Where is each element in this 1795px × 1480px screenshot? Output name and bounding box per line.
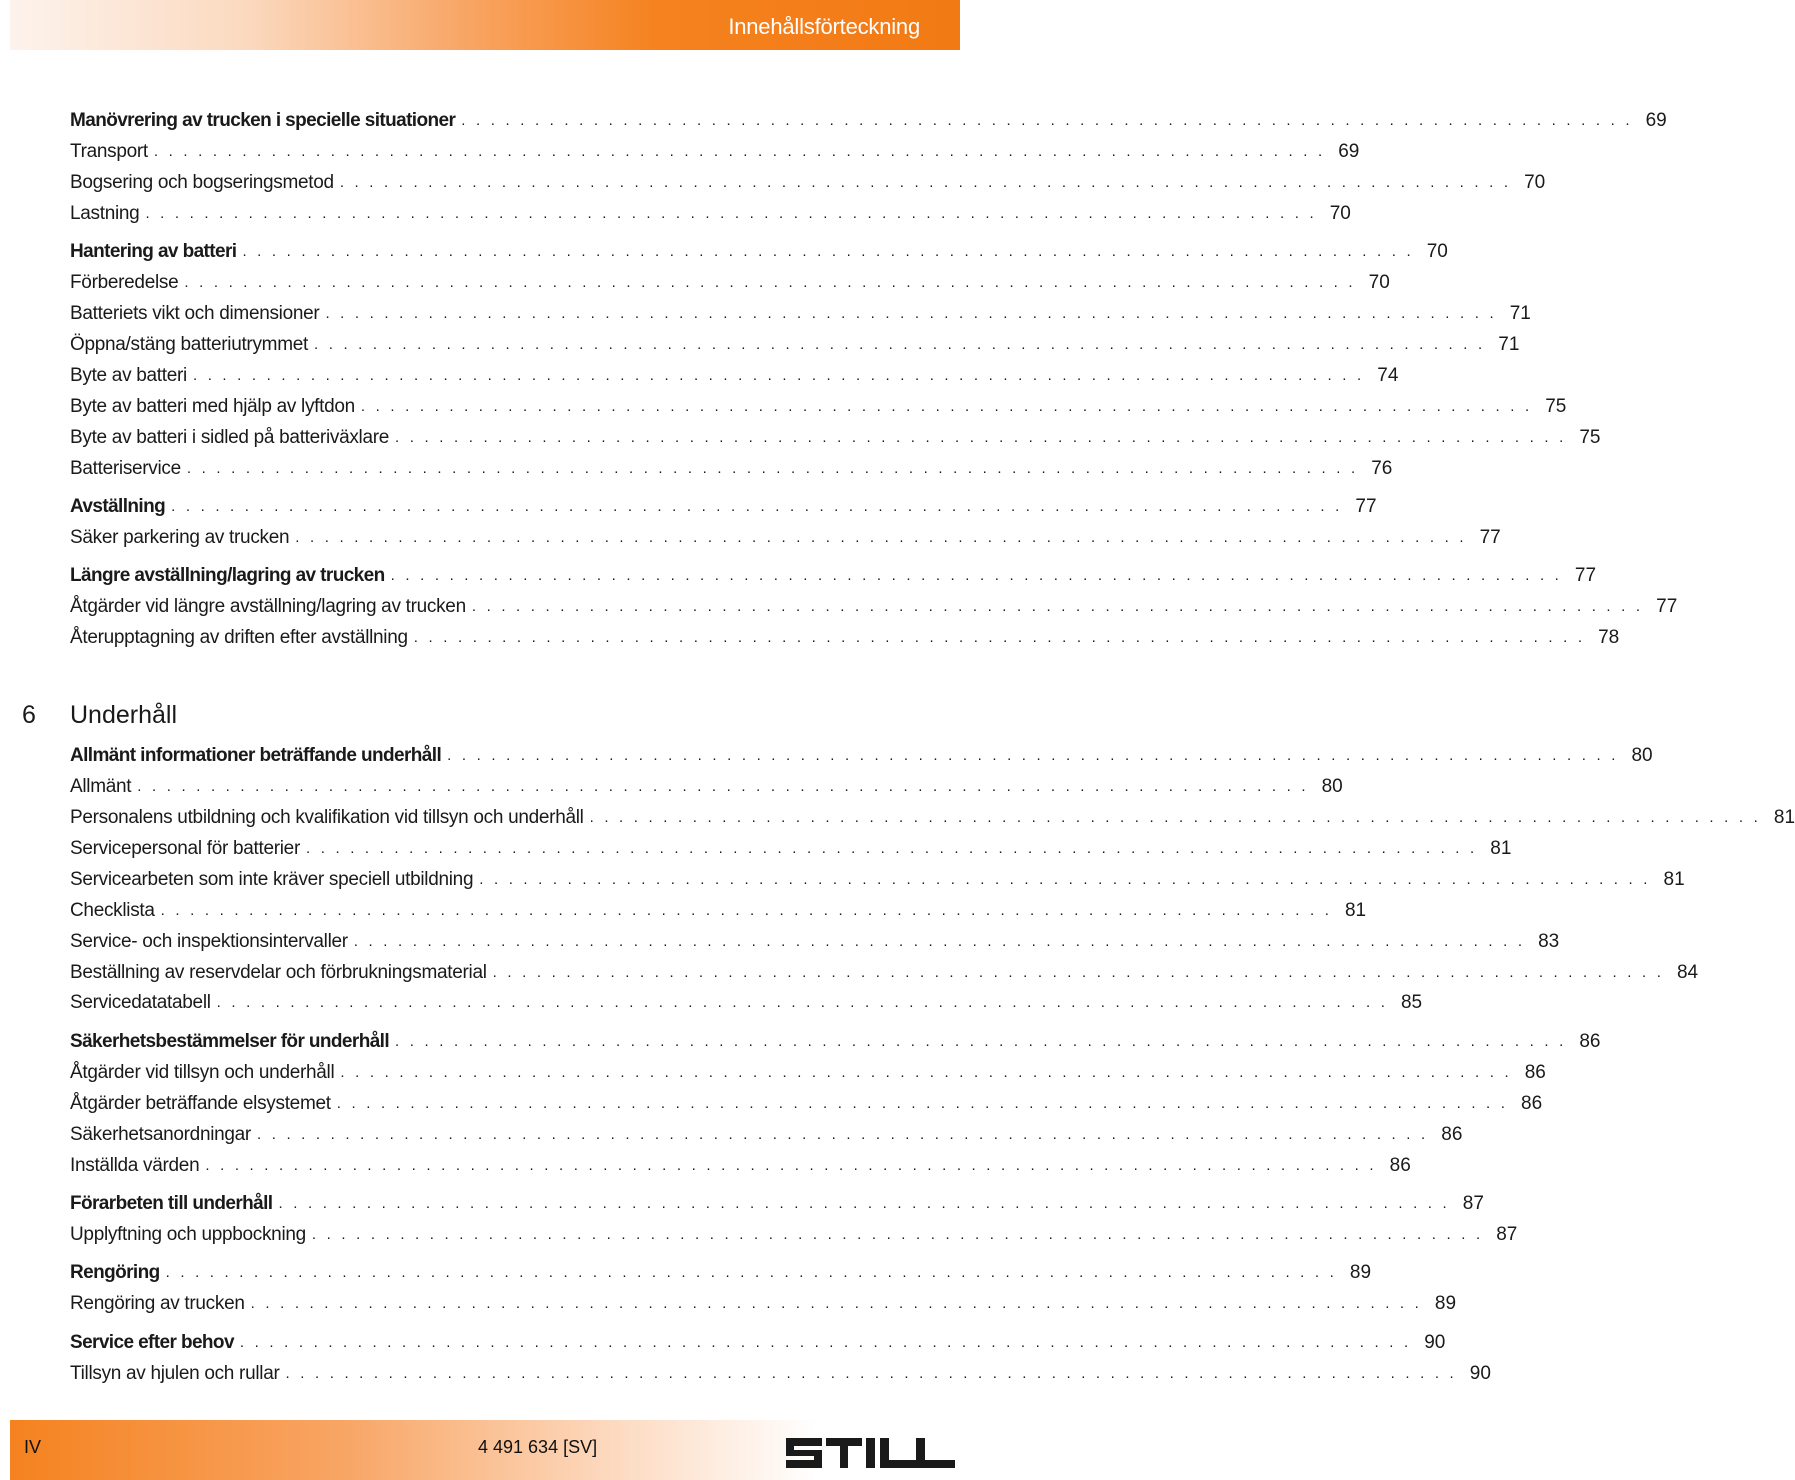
toc-leader-dots: . . . . . . . . . . . . . . . . . . . . . . . . . . . . . . . . . . . . . . . . . . . . . . . . . . . . . . . . . . . . . . . . . . . . . . . . . . . . . . . . <box>395 429 1567 446</box>
toc-leader-dots: . . . . . . . . . . . . . . . . . . . . . . . . . . . . . . . . . . . . . . . . . . . . . . . . . . . . . . . . . . . . . . . . . . . . . . . . . . . . . . . . <box>165 1264 1338 1281</box>
toc-entry-page: 70 <box>1329 203 1351 224</box>
toc-leader-dots: . . . . . . . . . . . . . . . . . . . . . . . . . . . . . . . . . . . . . . . . . . . . . . . . . . . . . . . . . . . . . . . . . . . . . . . . . . . . . . . . <box>471 598 1644 615</box>
toc-entry[interactable] <box>70 1120 1463 1146</box>
toc-entry-page: 71 <box>1498 334 1520 355</box>
toc-entry-label: Längre avställning/lagring av trucken <box>70 565 385 586</box>
toc-entry-label: Manövrering av trucken i specielle situationer <box>70 110 456 131</box>
logo-text: STILL <box>784 1430 787 1431</box>
toc-leader-dots: . . . . . . . . . . . . . . . . . . . . . . . . . . . . . . . . . . . . . . . . . . . . . . . . . . . . . . . . . . . . . . . . . . . . . . . . . . . . . . . . <box>278 1195 1450 1212</box>
toc-entry[interactable] <box>70 1058 1546 1084</box>
toc-entry-page: 78 <box>1598 627 1620 648</box>
toc-entry-label: Bogsering och bogseringsmetod <box>70 172 334 193</box>
chapter-heading <box>22 700 422 730</box>
toc-entry-page: 71 <box>1509 303 1531 324</box>
toc-entry-page: 77 <box>1479 527 1501 548</box>
toc-entry-label: Lastning <box>70 203 140 224</box>
toc-leader-dots: . . . . . . . . . . . . . . . . . . . . . . . . . . . . . . . . . . . . . . . . . . . . . . . . . . . . . . . . . . . . . . . . . . . . . . . . . . . . . . . . <box>285 1365 1457 1382</box>
toc-entry-page: 89 <box>1349 1262 1372 1283</box>
toc-entry[interactable] <box>70 1359 1491 1385</box>
toc-entry-page: 81 <box>1344 900 1367 921</box>
toc-entry-label: Checklista <box>70 900 155 921</box>
toc-leader-dots: . . . . . . . . . . . . . . . . . . . . . . . . . . . . . . . . . . . . . . . . . . . . . . . . . . . . . . . . . . . . . . . . . . . . . . . . . . . . . . . . <box>250 1295 1423 1312</box>
toc-entry-page: 87 <box>1496 1224 1518 1245</box>
toc-entry-label: Förarbeten till underhåll <box>70 1193 273 1214</box>
toc-leader-dots: . . . . . . . . . . . . . . . . . . . . . . . . . . . . . . . . . . . . . . . . . . . . . . . . . . . . . . . . . . . . . . . . . . . . . . . . . . . . . . . . <box>305 840 1478 857</box>
toc-entry[interactable] <box>70 834 1512 860</box>
page-title: Innehållsförteckning <box>728 14 920 39</box>
toc-leader-dots: . . . . . . . . . . . . . . . . . . . . . . . . . . . . . . . . . . . . . . . . . . . . . . . . . . . . . . . . . . . . . . . . . . . . . . . . . . . . . . . . <box>461 112 1633 129</box>
toc-entry-page: 89 <box>1434 1293 1457 1314</box>
toc-entry-page: 90 <box>1424 1332 1446 1353</box>
toc-entry[interactable] <box>70 1089 1543 1115</box>
toc-entry[interactable] <box>70 803 1795 829</box>
toc-entry-page: 77 <box>1574 565 1597 586</box>
toc-leader-dots: . . . . . . . . . . . . . . . . . . . . . . . . . . . . . . . . . . . . . . . . . . . . . . . . . . . . . . . . . . . . . . . . . . . . . . . . . . . . . . . . <box>311 1226 1484 1243</box>
toc-entry-label: Inställda värden <box>70 1155 200 1176</box>
toc-leader-dots: . . . . . . . . . . . . . . . . . . . . . . . . . . . . . . . . . . . . . . . . . . . . . . . . . . . . . . . . . . . . . . . . . . . . . . . . . . . . . . . . <box>413 629 1586 646</box>
toc-entry-label: Säker parkering av trucken <box>70 527 290 548</box>
toc-entry[interactable] <box>70 772 1343 798</box>
toc-leader-dots: . . . . . . . . . . . . . . . . . . . . . . . . . . . . . . . . . . . . . . . . . . . . . . . . . . . . . . . . . . . . . . . . . . . . . . . . . . . . . . . . <box>256 1126 1429 1143</box>
toc-entry-page: 81 <box>1773 807 1795 828</box>
toc-entry-label: Byte av batteri <box>70 365 187 386</box>
toc-leader-dots: . . . . . . . . . . . . . . . . . . . . . . . . . . . . . . . . . . . . . . . . . . . . . . . . . . . . . . . . . . . . . . . . . . . . . . . . . . . . . . . . <box>186 460 1359 477</box>
footer-doc-number: 4 491 634 [SV] <box>478 1437 598 1457</box>
toc-entry[interactable] <box>70 927 1560 953</box>
toc-entry-label: Service efter behov <box>70 1332 234 1353</box>
toc-entry[interactable] <box>70 361 1399 387</box>
toc-entry-page: 77 <box>1355 496 1377 517</box>
toc-entry-label: Hantering av batteri <box>70 241 237 262</box>
toc-entry-label: Öppna/stäng batteriutrymmet <box>70 334 308 355</box>
toc-entry-page: 70 <box>1426 241 1448 262</box>
toc-entry-label: Servicearbeten som inte kräver speciell utbildning <box>70 869 474 890</box>
toc-entry-page: 76 <box>1371 458 1393 479</box>
toc-entry-label: Upplyftning och uppbockning <box>70 1224 306 1245</box>
chapter-title: Underhåll <box>70 701 178 729</box>
toc-entry[interactable] <box>70 423 1601 449</box>
toc-leader-dots: . . . . . . . . . . . . . . . . . . . . . . . . . . . . . . . . . . . . . . . . . . . . . . . . . . . . . . . . . . . . . . . . . . . . . . . . . . . . . . . . <box>184 274 1356 291</box>
toc-entry-page: 90 <box>1469 1363 1491 1384</box>
toc-entry[interactable] <box>70 492 1377 518</box>
toc-entry[interactable] <box>70 454 1393 480</box>
toc-leader-dots: . . . . . . . . . . . . . . . . . . . . . . . . . . . . . . . . . . . . . . . . . . . . . . . . . . . . . . . . . . . . . . . . . . . . . . . . . . . . . . . . <box>353 933 1526 950</box>
toc-entry[interactable] <box>70 988 1423 1014</box>
toc-leader-dots: . . . . . . . . . . . . . . . . . . . . . . . . . . . . . . . . . . . . . . . . . . . . . . . . . . . . . . . . . . . . . . . . . . . . . . . . . . . . . . . . <box>145 205 1317 222</box>
toc-entry-page: 81 <box>1490 838 1512 859</box>
toc-entry[interactable] <box>70 958 1699 984</box>
toc-entry-label: Personalens utbildning och kvalifikation vid tillsyn och underhåll <box>70 807 584 828</box>
toc-entry[interactable] <box>70 623 1620 649</box>
toc-entry-label: Åtgärder beträffande elsystemet <box>70 1093 331 1114</box>
toc-entry[interactable] <box>70 865 1685 891</box>
toc-entry-label: Tillsyn av hjulen och rullar <box>70 1363 280 1384</box>
toc-entry-page: 86 <box>1441 1124 1463 1145</box>
toc-entry[interactable] <box>70 1189 1484 1215</box>
toc-entry-page: 83 <box>1538 931 1560 952</box>
toc-leader-dots: . . . . . . . . . . . . . . . . . . . . . . . . . . . . . . . . . . . . . . . . . . . . . . . . . . . . . . . . . . . . . . . . . . . . . . . . . . . . . . . . <box>153 143 1326 160</box>
toc-entry[interactable] <box>70 1151 1411 1177</box>
toc-entry-page: 69 <box>1645 110 1667 131</box>
toc-entry-page: 86 <box>1389 1155 1411 1176</box>
toc-leader-dots: . . . . . . . . . . . . . . . . . . . . . . . . . . . . . . . . . . . . . . . . . . . . . . . . . . . . . . . . . . . . . . . . . . . . . . . . . . . . . . . . <box>160 902 1333 919</box>
toc-entry-page: 80 <box>1631 745 1653 766</box>
still-logo <box>784 1430 956 1476</box>
toc-entry[interactable] <box>70 1258 1372 1284</box>
toc-entry-page: 70 <box>1524 172 1546 193</box>
toc-entry[interactable] <box>70 168 1546 194</box>
toc-entry-label: Avställning <box>70 496 166 517</box>
toc-entry-label: Rengöring av trucken <box>70 1293 245 1314</box>
toc-entry-page: 75 <box>1579 427 1601 448</box>
toc-entry-page: 85 <box>1400 992 1423 1013</box>
toc-entry-label: Service- och inspektionsintervaller <box>70 931 348 952</box>
toc-entry-page: 77 <box>1656 596 1678 617</box>
toc-leader-dots: . . . . . . . . . . . . . . . . . . . . . . . . . . . . . . . . . . . . . . . . . . . . . . . . . . . . . . . . . . . . . . . . . . . . . . . . . . . . . . . . <box>492 964 1665 981</box>
toc-leader-dots: . . . . . . . . . . . . . . . . . . . . . . . . . . . . . . . . . . . . . . . . . . . . . . . . . . . . . . . . . . . . . . . . . . . . . . . . . . . . . . . . <box>242 243 1414 260</box>
toc-leader-dots: . . . . . . . . . . . . . . . . . . . . . . . . . . . . . . . . . . . . . . . . . . . . . . . . . . . . . . . . . . . . . . . . . . . . . . . . . . . . . . . . <box>339 174 1512 191</box>
toc-leader-dots: . . . . . . . . . . . . . . . . . . . . . . . . . . . . . . . . . . . . . . . . . . . . . . . . . . . . . . . . . . . . . . . . . . . . . . . . . . . . . . . . <box>589 809 1762 826</box>
toc-leader-dots: . . . . . . . . . . . . . . . . . . . . . . . . . . . . . . . . . . . . . . . . . . . . . . . . . . . . . . . . . . . . . . . . . . . . . . . . . . . . . . . . <box>479 871 1651 888</box>
toc-leader-dots: . . . . . . . . . . . . . . . . . . . . . . . . . . . . . . . . . . . . . . . . . . . . . . . . . . . . . . . . . . . . . . . . . . . . . . . . . . . . . . . . <box>395 1033 1567 1050</box>
toc-entry-label: Rengöring <box>70 1262 160 1283</box>
toc-entry[interactable] <box>70 237 1448 263</box>
chapter-number: 6 <box>22 701 36 729</box>
toc-entry-page: 86 <box>1524 1062 1546 1083</box>
toc-leader-dots: . . . . . . . . . . . . . . . . . . . . . . . . . . . . . . . . . . . . . . . . . . . . . . . . . . . . . . . . . . . . . . . . . . . . . . . . . . . . . . . . <box>239 1334 1412 1351</box>
toc-entry-page: 87 <box>1462 1193 1484 1214</box>
toc-entry-label: Åtgärder vid tillsyn och underhåll <box>70 1062 335 1083</box>
toc-entry-label: Batteriets vikt och dimensioner <box>70 303 320 324</box>
toc-entry-label: Säkerhetsanordningar <box>70 1124 251 1145</box>
toc-leader-dots: . . . . . . . . . . . . . . . . . . . . . . . . . . . . . . . . . . . . . . . . . . . . . . . . . . . . . . . . . . . . . . . . . . . . . . . . . . . . . . . . <box>390 567 1563 584</box>
toc-leader-dots: . . . . . . . . . . . . . . . . . . . . . . . . . . . . . . . . . . . . . . . . . . . . . . . . . . . . . . . . . . . . . . . . . . . . . . . . . . . . . . . . <box>325 305 1497 322</box>
toc-entry[interactable] <box>70 1027 1601 1053</box>
toc-entry[interactable] <box>70 1220 1518 1246</box>
toc-entry[interactable] <box>70 199 1351 225</box>
toc-entry-page: 70 <box>1368 272 1390 293</box>
toc-entry-label: Allmänt <box>70 776 132 797</box>
toc-entry[interactable] <box>70 330 1520 356</box>
toc-entry-label: Servicepersonal för batterier <box>70 838 300 859</box>
toc-entry[interactable] <box>70 523 1501 549</box>
toc-leader-dots: . . . . . . . . . . . . . . . . . . . . . . . . . . . . . . . . . . . . . . . . . . . . . . . . . . . . . . . . . . . . . . . . . . . . . . . . . . . . . . . . <box>336 1095 1509 1112</box>
toc-entry[interactable] <box>70 137 1360 163</box>
toc-entry-page: 69 <box>1338 141 1360 162</box>
toc-entry[interactable] <box>70 268 1390 294</box>
toc-leader-dots: . . . . . . . . . . . . . . . . . . . . . . . . . . . . . . . . . . . . . . . . . . . . . . . . . . . . . . . . . . . . . . . . . . . . . . . . . . . . . . . . <box>340 1064 1512 1081</box>
toc-entry-page: 81 <box>1663 869 1685 890</box>
toc-entry-label: Byte av batteri i sidled på batteriväxlare <box>70 427 390 448</box>
toc-entry-label: Förberedelse <box>70 272 179 293</box>
toc-entry[interactable] <box>70 392 1567 418</box>
footer-page-number: IV <box>24 1437 42 1457</box>
toc-entry[interactable] <box>70 561 1597 587</box>
toc-leader-dots: . . . . . . . . . . . . . . . . . . . . . . . . . . . . . . . . . . . . . . . . . . . . . . . . . . . . . . . . . . . . . . . . . . . . . . . . . . . . . . . . <box>192 367 1365 384</box>
toc-leader-dots: . . . . . . . . . . . . . . . . . . . . . . . . . . . . . . . . . . . . . . . . . . . . . . . . . . . . . . . . . . . . . . . . . . . . . . . . . . . . . . . . <box>313 336 1486 353</box>
toc-entry-label: Allmänt informationer beträffande underhåll <box>70 745 442 766</box>
toc-entry[interactable] <box>70 1328 1446 1354</box>
toc-entry-page: 74 <box>1377 365 1399 386</box>
toc-entry[interactable] <box>70 299 1531 325</box>
toc-entry-page: 75 <box>1545 396 1567 417</box>
toc-leader-dots: . . . . . . . . . . . . . . . . . . . . . . . . . . . . . . . . . . . . . . . . . . . . . . . . . . . . . . . . . . . . . . . . . . . . . . . . . . . . . . . . <box>205 1157 1377 1174</box>
toc-entry-label: Återupptagning av driften efter avställning <box>70 627 408 648</box>
toc-leader-dots: . . . . . . . . . . . . . . . . . . . . . . . . . . . . . . . . . . . . . . . . . . . . . . . . . . . . . . . . . . . . . . . . . . . . . . . . . . . . . . . . <box>447 747 1619 764</box>
toc-entry-label: Åtgärder vid längre avställning/lagring av trucken <box>70 596 466 617</box>
toc-entry[interactable] <box>70 592 1678 618</box>
toc-entry-page: 86 <box>1521 1093 1543 1114</box>
toc-entry[interactable] <box>70 1289 1457 1315</box>
toc-entry-label: Transport <box>70 141 148 162</box>
toc-entry-page: 86 <box>1579 1031 1601 1052</box>
toc-entry-label: Batteriservice <box>70 458 181 479</box>
toc-entry-label: Servicedatatabell <box>70 992 211 1013</box>
header-bar <box>10 0 960 50</box>
toc-leader-dots: . . . . . . . . . . . . . . . . . . . . . . . . . . . . . . . . . . . . . . . . . . . . . . . . . . . . . . . . . . . . . . . . . . . . . . . . . . . . . . . . <box>295 529 1467 546</box>
toc-entry[interactable] <box>70 106 1667 132</box>
toc-leader-dots: . . . . . . . . . . . . . . . . . . . . . . . . . . . . . . . . . . . . . . . . . . . . . . . . . . . . . . . . . . . . . . . . . . . . . . . . . . . . . . . . <box>360 398 1533 415</box>
toc-leader-dots: . . . . . . . . . . . . . . . . . . . . . . . . . . . . . . . . . . . . . . . . . . . . . . . . . . . . . . . . . . . . . . . . . . . . . . . . . . . . . . . . <box>171 498 1343 515</box>
toc-entry-label: Byte av batteri med hjälp av lyftdon <box>70 396 355 417</box>
toc-entry-page: 80 <box>1321 776 1343 797</box>
toc-leader-dots: . . . . . . . . . . . . . . . . . . . . . . . . . . . . . . . . . . . . . . . . . . . . . . . . . . . . . . . . . . . . . . . . . . . . . . . . . . . . . . . . <box>137 778 1309 795</box>
toc-entry-page: 84 <box>1676 962 1699 983</box>
toc-entry[interactable] <box>70 896 1367 922</box>
toc-entry[interactable] <box>70 741 1653 767</box>
toc-leader-dots: . . . . . . . . . . . . . . . . . . . . . . . . . . . . . . . . . . . . . . . . . . . . . . . . . . . . . . . . . . . . . . . . . . . . . . . . . . . . . . . . <box>216 994 1389 1011</box>
toc-entry-label: Säkerhetsbestämmelser för underhåll <box>70 1031 390 1052</box>
toc-entry-label: Beställning av reservdelar och förbrukningsmaterial <box>70 962 487 983</box>
